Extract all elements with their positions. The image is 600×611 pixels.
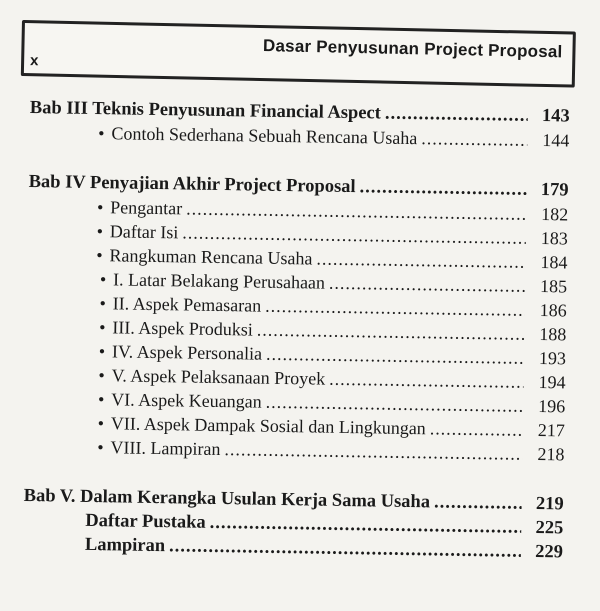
toc-item-label: IV. Aspek Personalia <box>111 341 263 364</box>
leader-dots <box>421 126 527 152</box>
bullet-icon: • <box>97 389 105 410</box>
toc-page-number: 143 <box>541 106 570 127</box>
toc-page-number: 188 <box>539 324 567 345</box>
toc-page-number: 218 <box>537 444 565 465</box>
toc-page-number: 225 <box>535 517 564 539</box>
toc-page-number: 185 <box>539 276 568 297</box>
toc-page-number: 184 <box>540 252 568 273</box>
bullet-icon: • <box>97 413 105 434</box>
toc-item-label: VIII. Lampiran <box>110 437 221 460</box>
leader-dots <box>224 437 522 466</box>
toc-item-label: Daftar Isi <box>109 221 179 243</box>
toc-page-number: 186 <box>539 300 567 321</box>
leader-dots <box>385 102 528 128</box>
toc-page-number: 219 <box>535 493 564 515</box>
bullet-icon: • <box>96 245 103 266</box>
toc-item-label: V. Aspek Pelaksanaan Proyek <box>111 365 326 389</box>
header-page-number: x <box>29 52 39 70</box>
bullet-icon: • <box>99 269 107 290</box>
toc-page-number: 229 <box>534 541 564 563</box>
toc-page-number: 144 <box>542 130 570 151</box>
toc-item-label: Rangkuman Rencana Usaha <box>109 245 313 269</box>
toc-chapter-title: Bab IV Penyajian Akhir Project Proposal <box>28 171 356 198</box>
toc-chapter-title: Bab V. Dalam Kerangka Usulan Kerja Sama Usaha <box>23 485 431 513</box>
leader-dots <box>329 271 525 298</box>
toc-item-label: II. Aspek Pemasaran <box>112 293 262 316</box>
toc-chapter-title: Daftar Pustaka <box>85 510 206 533</box>
toc-page-number: 217 <box>537 420 565 441</box>
toc-page-number: 194 <box>538 372 566 393</box>
toc-chapter-title: Bab III Teknis Penyusunan Financial Aspect <box>29 97 382 124</box>
bullet-icon: • <box>98 365 105 386</box>
bullet-icon: • <box>98 123 105 144</box>
bullet-icon: • <box>98 341 106 362</box>
toc-item-label: III. Aspek Produksi <box>112 317 254 340</box>
bullet-icon: • <box>97 437 104 458</box>
toc-page-number: 196 <box>538 396 566 417</box>
toc-page-number: 193 <box>538 348 567 369</box>
bullet-icon: • <box>96 221 104 242</box>
bullet-icon: • <box>96 197 104 218</box>
leader-dots <box>169 534 521 564</box>
toc-item-label: VII. Aspek Dampak Sosial dan Lingkungan <box>110 413 426 439</box>
bullet-icon: • <box>99 293 107 314</box>
toc-chapter-title: Lampiran <box>84 534 166 557</box>
toc-item-label: Contoh Sederhana Sebuah Rencana Usaha <box>111 123 418 149</box>
leader-dots <box>316 247 525 274</box>
running-header <box>21 20 576 88</box>
leader-dots <box>434 490 522 515</box>
toc-item-label: VI. Aspek Keuangan <box>111 389 262 412</box>
leader-dots <box>430 416 523 441</box>
toc-page-number: 182 <box>541 204 569 225</box>
toc-item-label: I. Latar Belakang Perusahaan <box>112 269 326 293</box>
table-of-contents <box>23 96 570 564</box>
header-title: Dasar Penyusunan Project Proposal <box>262 36 563 62</box>
leader-dots <box>359 175 526 202</box>
toc-item-label: Pengantar <box>110 197 183 219</box>
leader-dots <box>329 367 524 394</box>
bullet-icon: • <box>99 317 106 338</box>
toc-page-number: 183 <box>540 228 568 249</box>
toc-page-number: 179 <box>540 180 569 201</box>
